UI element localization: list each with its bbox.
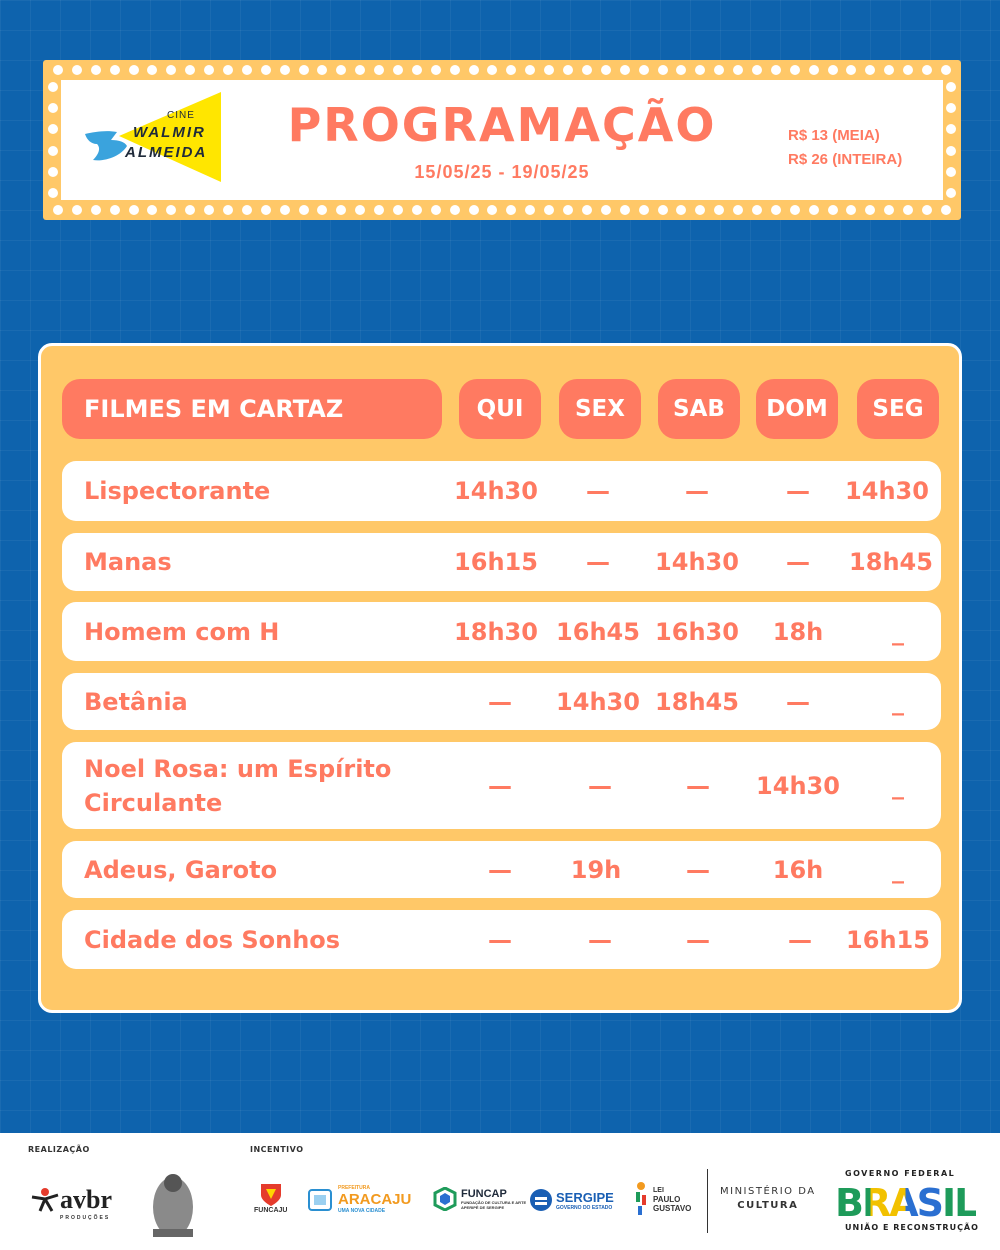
marquee-bulb <box>129 205 139 215</box>
sergipe-label: SERGIPE <box>556 1189 614 1205</box>
marquee-bulbs-right <box>944 82 958 198</box>
marquee-bulb <box>431 205 441 215</box>
lei-line1: LEI <box>653 1186 664 1194</box>
marquee-bulb <box>355 65 365 75</box>
ministerio-cultura <box>720 1185 816 1213</box>
marquee-bulb <box>790 65 800 75</box>
marquee-bulb <box>809 205 819 215</box>
marquee-bulb <box>53 205 63 215</box>
marquee-bulb <box>506 205 516 215</box>
marquee-bulb <box>941 205 951 215</box>
realizacao-label: REALIZAÇÃO <box>28 1145 90 1154</box>
marquee-bulb <box>431 65 441 75</box>
marquee-bulb <box>223 65 233 75</box>
marquee-bulb <box>714 65 724 75</box>
marquee-bulb <box>469 205 479 215</box>
marquee-bulb <box>166 65 176 75</box>
marquee-bulb <box>185 65 195 75</box>
film-title: Adeus, Garoto <box>84 855 278 884</box>
showtime-sex: — <box>588 925 612 954</box>
marquee-bulbs-left <box>46 82 60 198</box>
brasil-wordmark: BRASIL <box>835 1181 977 1225</box>
showtime-dom: 16h <box>772 855 824 884</box>
marquee-bulb <box>48 124 58 134</box>
marquee-bulb <box>922 65 932 75</box>
marquee-bulb <box>733 205 743 215</box>
showtime-sab: — <box>686 855 710 884</box>
marquee-bulb <box>242 65 252 75</box>
marquee-bulb <box>48 146 58 156</box>
marquee-bulb <box>563 205 573 215</box>
funcaju-label: FUNCAJU <box>254 1207 288 1214</box>
schedule-board <box>38 343 962 1013</box>
marquee-bulb <box>601 65 611 75</box>
day-header-seg: SEG <box>857 379 939 439</box>
marquee-bulb <box>53 65 63 75</box>
marquee-bulb <box>412 205 422 215</box>
marquee-bulb <box>695 205 705 215</box>
aracaju-crest-icon <box>306 1186 334 1214</box>
lei-line3: GUSTAVO <box>653 1203 692 1213</box>
showtime-dom: — <box>786 687 810 716</box>
showtime-seg: _ <box>892 617 904 646</box>
marquee-bulb <box>771 65 781 75</box>
header-marquee <box>43 60 961 220</box>
marquee-bulb <box>790 205 800 215</box>
header-panel <box>61 80 943 200</box>
marquee-bulb <box>72 65 82 75</box>
marquee-bulb <box>846 205 856 215</box>
marquee-bulb <box>487 65 497 75</box>
marquee-bulb <box>903 205 913 215</box>
marquee-bulb <box>620 65 630 75</box>
marquee-bulb <box>242 205 252 215</box>
gov-federal-label: GOVERNO FEDERAL <box>845 1169 956 1178</box>
showtime-sex: 16h45 <box>556 617 640 646</box>
avbr-wordmark: avbr <box>60 1185 112 1214</box>
marquee-bulb <box>91 205 101 215</box>
marquee-bulb <box>450 205 460 215</box>
marquee-bulb <box>525 205 535 215</box>
showtime-sex: 19h <box>570 855 622 884</box>
showtime-dom: — <box>786 548 810 576</box>
marquee-bulb <box>280 65 290 75</box>
marquee-bulb <box>48 188 58 198</box>
showtime-sex: 14h30 <box>556 687 640 716</box>
showtime-sab: 18h45 <box>655 687 739 716</box>
marquee-bulb <box>72 205 82 215</box>
film-title: Lispectorante <box>84 477 271 505</box>
marquee-bulb <box>147 65 157 75</box>
table-row <box>62 910 941 969</box>
film-title: Manas <box>84 548 172 576</box>
marquee-bulb <box>299 65 309 75</box>
showtime-sab: — <box>686 925 710 954</box>
showtime-sex: — <box>586 548 610 576</box>
marquee-bulb <box>620 205 630 215</box>
marquee-bulb <box>393 65 403 75</box>
showtime-seg: _ <box>892 855 904 884</box>
showtime-seg: 14h30 <box>845 477 929 505</box>
day-header-dom: DOM <box>756 379 838 439</box>
logo-line-walmir: WALMIR <box>133 124 206 141</box>
marquee-bulb <box>223 205 233 215</box>
marquee-bulb <box>261 65 271 75</box>
marquee-bulb <box>903 65 913 75</box>
marquee-bulb <box>48 82 58 92</box>
emblem-logo-icon <box>145 1163 201 1241</box>
table-row <box>62 602 941 661</box>
marquee-bulb <box>846 65 856 75</box>
marquee-bulb <box>714 205 724 215</box>
logo-line-cine: CINE <box>167 110 195 121</box>
lei-line2: PAULO <box>653 1194 681 1204</box>
marquee-bulb <box>946 167 956 177</box>
page-title: PROGRAMAÇÃO <box>287 98 717 152</box>
marquee-bulb <box>752 65 762 75</box>
footer-divider <box>707 1169 708 1233</box>
marquee-bulb <box>506 65 516 75</box>
table-row <box>62 742 941 829</box>
marquee-bulb <box>946 124 956 134</box>
marquee-bulb <box>280 205 290 215</box>
film-title: Noel Rosa: um Espírito Circulante <box>84 754 392 817</box>
marquee-bulb <box>166 205 176 215</box>
marquee-bulb <box>48 103 58 113</box>
marquee-bulb <box>941 65 951 75</box>
day-header-sex: SEX <box>559 379 641 439</box>
showtime-seg: _ <box>892 771 904 800</box>
marquee-bulb <box>771 205 781 215</box>
showtime-qui: 14h30 <box>454 477 538 505</box>
funcap-label: FUNCAP <box>461 1188 507 1200</box>
marquee-bulb <box>412 65 422 75</box>
marquee-bulb <box>374 65 384 75</box>
showtime-dom: — <box>786 477 810 505</box>
day-header-qui: QUI <box>459 379 541 439</box>
films-header: FILMES EM CARTAZ <box>62 379 442 439</box>
showtime-sex: — <box>588 771 612 800</box>
marquee-bulb <box>525 65 535 75</box>
showtime-sab: — <box>686 771 710 800</box>
sergipe-crest-icon <box>529 1185 553 1215</box>
marquee-bulb <box>884 65 894 75</box>
marquee-bulb <box>676 205 686 215</box>
marquee-bulb <box>374 205 384 215</box>
price-half: R$ 13 (MEIA) <box>788 127 880 144</box>
marquee-bulb <box>110 65 120 75</box>
showtime-qui: — <box>488 771 512 800</box>
ministerio-line1: MINISTÉRIO DA <box>720 1186 816 1197</box>
marquee-bulb <box>91 65 101 75</box>
showtime-qui: 16h15 <box>454 548 538 576</box>
marquee-bulb <box>185 205 195 215</box>
showtime-sab: — <box>685 477 709 505</box>
marquee-bulb <box>639 65 649 75</box>
marquee-bulbs-top <box>53 63 951 77</box>
marquee-bulb <box>336 205 346 215</box>
marquee-bulb <box>129 65 139 75</box>
funcap-hexagon-icon <box>433 1187 457 1211</box>
marquee-bulb <box>469 65 479 75</box>
dancer-icon <box>30 1187 60 1213</box>
ticket-prices <box>788 124 902 172</box>
showtime-seg: _ <box>892 687 904 716</box>
table-row <box>62 841 941 898</box>
marquee-bulb <box>809 65 819 75</box>
lei-colorful-icon <box>633 1181 651 1217</box>
marquee-bulb <box>261 205 271 215</box>
marquee-bulb <box>922 205 932 215</box>
marquee-bulb <box>639 205 649 215</box>
marquee-bulb <box>336 65 346 75</box>
funcap-sub: FUNDAÇÃO DE CULTURA E ARTE APERIPÊ DE SERGIPE <box>461 1200 527 1210</box>
sponsors-footer <box>0 1133 1000 1250</box>
marquee-bulb <box>450 65 460 75</box>
showtime-qui: 18h30 <box>454 617 538 646</box>
marquee-bulb <box>658 205 668 215</box>
marquee-bulb <box>563 65 573 75</box>
incentivo-label: INCENTIVO <box>250 1145 304 1154</box>
marquee-bulb <box>355 205 365 215</box>
showtime-sex: — <box>586 477 610 505</box>
marquee-bulb <box>582 205 592 215</box>
marquee-bulb <box>695 65 705 75</box>
marquee-bulb <box>946 103 956 113</box>
showtime-qui: — <box>488 855 512 884</box>
marquee-bulb <box>317 205 327 215</box>
marquee-bulb <box>48 167 58 177</box>
table-row <box>62 533 941 591</box>
sergipe-logo <box>529 1185 614 1215</box>
showtime-sab: 16h30 <box>655 617 739 646</box>
marquee-bulb <box>601 205 611 215</box>
gov-slogan: UNIÃO E RECONSTRUÇÃO <box>845 1223 979 1232</box>
marquee-bulb <box>204 205 214 215</box>
showtime-seg: 18h45 <box>849 548 933 576</box>
lei-paulo-gustavo-logo <box>633 1181 691 1217</box>
marquee-bulb <box>733 65 743 75</box>
marquee-bulb <box>946 188 956 198</box>
aracaju-label: ARACAJU <box>338 1191 412 1208</box>
logo-line-almeida: ALMEIDA <box>125 144 208 161</box>
marquee-bulb <box>828 205 838 215</box>
marquee-bulb <box>752 205 762 215</box>
marquee-bulb <box>299 205 309 215</box>
film-title: Cidade dos Sonhos <box>84 925 341 954</box>
showtime-dom: — <box>788 925 812 954</box>
funcaju-shield-icon <box>258 1181 284 1207</box>
marquee-bulb <box>676 65 686 75</box>
cine-logo <box>83 92 223 182</box>
marquee-bulb <box>544 205 554 215</box>
aracaju-prefix: PREFEITURA <box>338 1185 370 1191</box>
marquee-bulb <box>110 205 120 215</box>
marquee-bulb <box>204 65 214 75</box>
marquee-bulb <box>946 146 956 156</box>
date-range: 15/05/25 - 19/05/25 <box>414 162 590 182</box>
marquee-bulb <box>393 205 403 215</box>
film-title: Betânia <box>84 687 188 716</box>
film-title: Homem com H <box>84 617 280 646</box>
marquee-bulb <box>544 65 554 75</box>
avbr-sub: PRODUÇÕES <box>60 1215 111 1221</box>
marquee-bulb <box>884 205 894 215</box>
funcap-logo <box>433 1187 527 1211</box>
funcaju-logo <box>254 1181 287 1214</box>
marquee-bulbs-bottom <box>53 203 951 217</box>
marquee-bulb <box>317 65 327 75</box>
showtime-qui: — <box>488 925 512 954</box>
price-full: R$ 26 (INTEIRA) <box>788 151 903 168</box>
sergipe-sub: GOVERNO DO ESTADO <box>556 1204 613 1211</box>
table-row <box>62 673 941 730</box>
marquee-bulb <box>946 82 956 92</box>
aracaju-logo <box>306 1185 411 1214</box>
marquee-bulb <box>865 205 875 215</box>
avbr-logo <box>30 1185 112 1221</box>
ministerio-line2: CULTURA <box>737 1200 799 1211</box>
marquee-bulb <box>582 65 592 75</box>
showtime-seg: 16h15 <box>846 925 930 954</box>
showtime-dom: 14h30 <box>756 771 840 800</box>
aracaju-sub: UMA NOVA CIDADE <box>338 1208 386 1214</box>
marquee-bulb <box>147 205 157 215</box>
marquee-bulb <box>828 65 838 75</box>
marquee-bulb <box>865 65 875 75</box>
showtime-qui: — <box>488 687 512 716</box>
showtime-dom: 18h <box>772 617 824 646</box>
marquee-bulb <box>487 205 497 215</box>
table-row <box>62 461 941 521</box>
day-header-sab: SAB <box>658 379 740 439</box>
marquee-bulb <box>658 65 668 75</box>
showtime-sab: 14h30 <box>655 548 739 576</box>
